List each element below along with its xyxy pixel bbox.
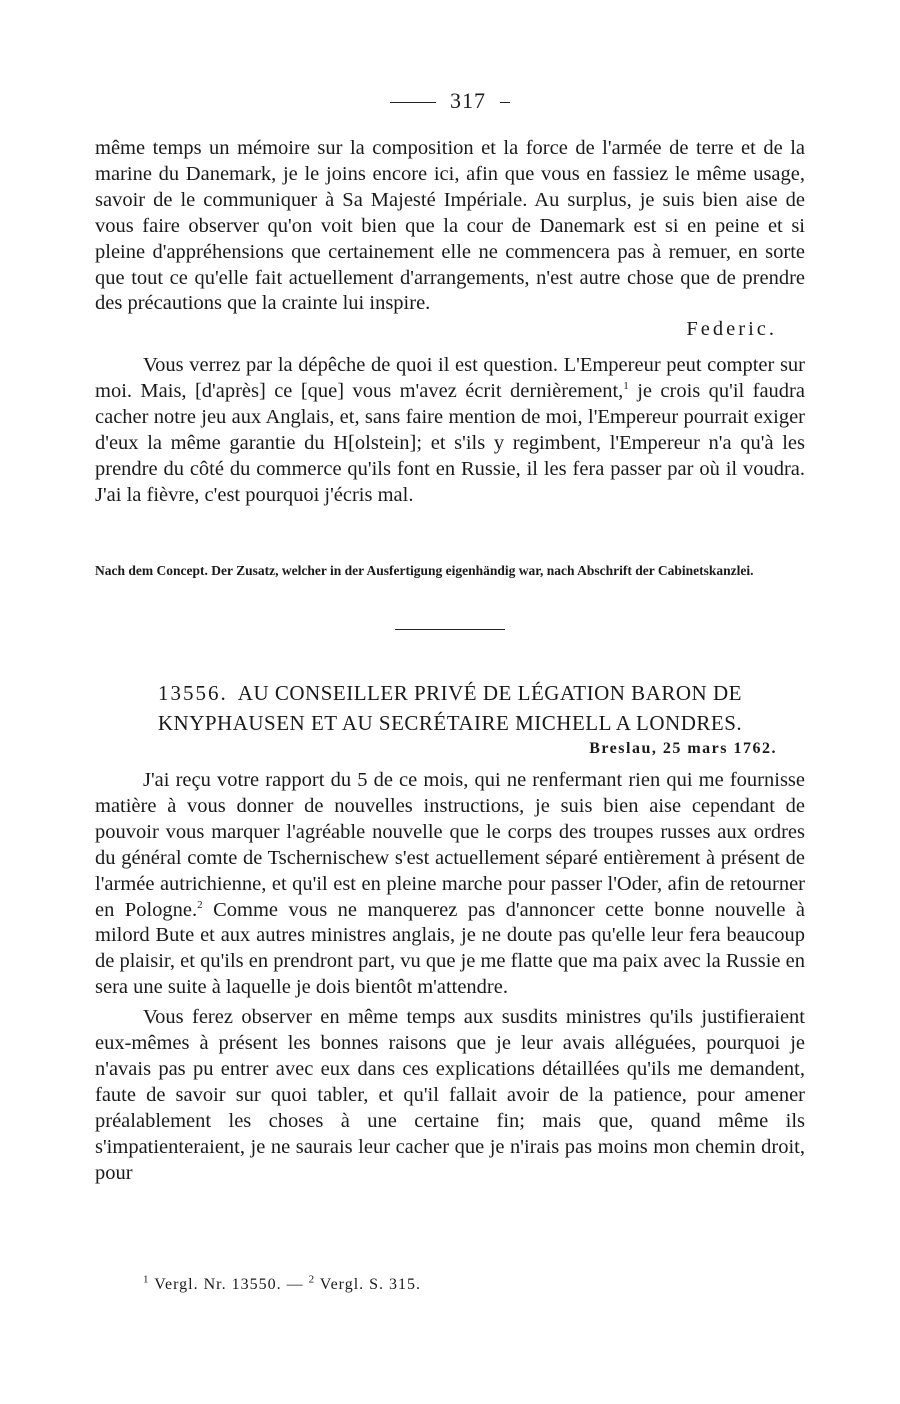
section-divider xyxy=(395,629,505,630)
paragraph1-text-b: Comme vous ne manquerez pas d'annoncer cette bonne nouvelle à milord Bute et aux autres ministres anglais, je ne doute pas qu'elle leur fera beaucoup de plaisir, et qu'ils en prendront part, vu que je me flatte que ma paix avec la Russie en sera une suite à laquelle je dois bientôt m'attendre. xyxy=(95,898,806,999)
title-line-2: KNYPHAUSEN ET AU SECRÉTAIRE MICHELL A LONDRES. xyxy=(157,711,743,735)
postscript xyxy=(95,353,805,508)
paragraph1-text-a: J'ai reçu votre rapport du 5 de ce mois, qui ne renfermant rien qui me fournisse matière à vous donner de nouvelles instructions, je suis bien aise cependant de pouvoir vous marquer l'agréable nouvelle que le corps des troupes russes aux ordres du général comte de Tschernischew s'est actuellement séparé entièrement à présent de l'armée autrichienne, et qu'il est en pleine marche pour passer l'Oder, afin de retourner en Pologne. xyxy=(95,769,805,921)
title-text-1: AU CONSEILLER PRIVÉ DE LÉGATION BARON DE xyxy=(237,681,742,705)
letter2-title xyxy=(95,678,805,738)
letter2-paragraph-2: Vous ferez observer en même temps aux susdits ministres qu'ils justifieraient eux-mêmes à présent les bonnes raisons que je leur avais alléguées, pourquoi je n'avais pas pu entrer avec eux dans ces explications détaillées qu'ils me demandent, faute de savoir sur quoi tabler, et qu'il fallait avoir de la patience, pour amener préalablement les choses à une certaine fin; mais que, quand même ils s'impatienteraient, je ne saurais leur cacher que je n'irais pas moins mon chemin droit, pour xyxy=(95,1006,805,1184)
footnote-1: Vergl. Nr. 13550. — xyxy=(149,1276,309,1293)
letter2-paragraph-1 xyxy=(95,768,805,1001)
footnote-ref-2: 2 xyxy=(197,898,203,911)
footnote-mark-1: 1 xyxy=(143,1273,150,1286)
signature: Federic. xyxy=(686,318,777,341)
footnote-ref-1: 1 xyxy=(623,380,629,393)
header-dash-left xyxy=(390,102,436,103)
postscript-text-a: Vous verrez par la dépêche de quoi il est question. L'Empereur peut compter sur moi. Mais, [d'après] ce [que] vous m'avez écrit dernièrement, xyxy=(95,354,805,403)
source-note: Nach dem Concept. Der Zusatz, welcher in der Ausfertigung eigenhändig war, nach Abschrift der Cabinetskanzlei. xyxy=(95,563,754,578)
footnote-2: Vergl. S. 315. xyxy=(315,1276,422,1293)
letter2-body xyxy=(95,768,805,1187)
header-dash-right xyxy=(500,102,510,103)
letter-number: 13556. xyxy=(158,681,228,705)
footnote-mark-2: 2 xyxy=(308,1273,316,1286)
place-date: Breslau, 25 mars 1762. xyxy=(589,740,777,757)
title-line-1 xyxy=(95,678,805,708)
letter1-paragraph: même temps un mémoire sur la composition et la force de l'armée de terre et de la marine du Danemark, je le joins encore ici, afin que vous en fassiez le même usage, savoir de le communiquer à Sa Majesté Impériale. Au surplus, je suis bien aise de vous faire observer qu'on voit bien que la cour de Danemark est si en peine et si pleine d'appréhensions que certainement elle ne commencera pas à remuer, en sorte que tout ce qu'elle fait actuellement d'arrangements, n'est autre chose que de prendre des précautions que la crainte lui inspire. xyxy=(95,137,805,315)
letter1-body xyxy=(95,136,805,509)
page-number: 317 xyxy=(450,88,486,113)
footnotes xyxy=(143,1273,422,1294)
postscript-text-b: je crois qu'il faudra cacher notre jeu aux Anglais, et, sans faire mention de moi, l'Empereur pourrait exiger d'eux la même garantie du H[olstein]; et s'ils y regimbent, l'Empereur n'a qu'à les prendre du côté du commerce qu'ils font en Russie, il les fera passer par où il voudra. J'ai la fièvre, c'est pourquoi j'écris mal. xyxy=(95,380,805,506)
page-header xyxy=(95,88,805,114)
